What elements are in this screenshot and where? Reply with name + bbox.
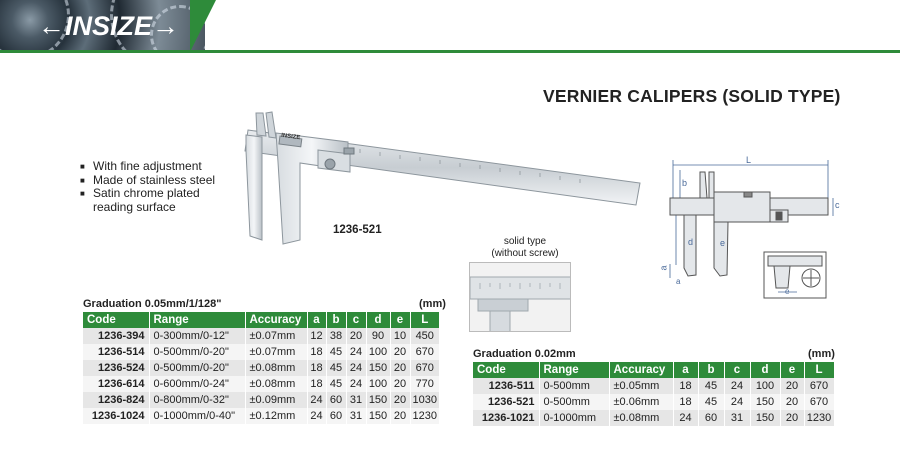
cell-code: 1236-394 <box>83 328 149 344</box>
cell-range: 0-800mm/0-32" <box>149 392 245 408</box>
cell-accuracy: ±0.05mm <box>609 378 673 394</box>
table-header-row <box>83 312 439 328</box>
table-row <box>473 410 834 426</box>
dim-label-a-bottom: a <box>676 277 681 286</box>
dim-label-c: c <box>835 200 840 210</box>
col-c: c <box>724 362 750 378</box>
feature-item: ■ With fine adjustment <box>80 159 202 173</box>
model-label: 1236-521 <box>333 224 382 236</box>
cell-a: 18 <box>673 378 698 394</box>
col-e: e <box>780 362 804 378</box>
cell-L: 1030 <box>410 392 439 408</box>
cell-b: 60 <box>698 410 724 426</box>
cell-a: 24 <box>307 408 326 424</box>
cell-code: 1236-524 <box>83 360 149 376</box>
cell-c: 31 <box>346 392 366 408</box>
cell-accuracy: ±0.08mm <box>245 376 307 392</box>
cell-b: 45 <box>326 376 346 392</box>
cell-d: 150 <box>366 360 390 376</box>
col-b: b <box>698 362 724 378</box>
cell-code: 1236-511 <box>473 378 539 394</box>
cell-range: 0-500mm/0-20" <box>149 344 245 360</box>
col-L: L <box>804 362 834 378</box>
cell-L: 1230 <box>804 410 834 426</box>
cell-b: 38 <box>326 328 346 344</box>
cell-a: 24 <box>307 392 326 408</box>
cell-e: 20 <box>390 344 410 360</box>
cell-d: 150 <box>366 392 390 408</box>
col-c: c <box>346 312 366 328</box>
cell-code: 1236-521 <box>473 394 539 410</box>
page-title: VERNIER CALIPERS (SOLID TYPE) <box>543 86 841 106</box>
col-accuracy: Accuracy <box>609 362 673 378</box>
table2-graduation: Graduation 0.02mm <box>473 348 576 360</box>
cell-accuracy: ±0.07mm <box>245 328 307 344</box>
spec-table-1 <box>83 312 440 424</box>
bullet-icon: ■ <box>80 189 85 198</box>
cell-accuracy: ±0.08mm <box>609 410 673 426</box>
cell-range: 0-1000mm <box>539 410 609 426</box>
cell-accuracy: ±0.06mm <box>609 394 673 410</box>
table-row <box>473 394 834 410</box>
cell-d: 150 <box>750 394 780 410</box>
cell-b: 45 <box>698 378 724 394</box>
cell-c: 24 <box>346 376 366 392</box>
cell-code: 1236-614 <box>83 376 149 392</box>
table1-graduation: Graduation 0.05mm/1/128" <box>83 298 222 310</box>
dim-label-e-inset: e <box>785 287 790 296</box>
cell-e: 10 <box>390 328 410 344</box>
cell-c: 24 <box>346 344 366 360</box>
cell-code: 1236-824 <box>83 392 149 408</box>
cell-e: 20 <box>780 394 804 410</box>
cell-range: 0-500mm/0-20" <box>149 360 245 376</box>
table-row <box>83 376 439 392</box>
feature-item: ■ Satin chrome plated reading surface <box>80 186 200 214</box>
col-accuracy: Accuracy <box>245 312 307 328</box>
bullet-icon: ■ <box>80 162 85 171</box>
table-row <box>83 344 439 360</box>
cell-code: 1236-1024 <box>83 408 149 424</box>
cell-c: 31 <box>724 410 750 426</box>
cell-c: 24 <box>346 360 366 376</box>
cell-L: 770 <box>410 376 439 392</box>
brand-logo: ←INSIZE→ <box>38 11 180 41</box>
cell-c: 24 <box>724 394 750 410</box>
col-b: b <box>326 312 346 328</box>
table-row <box>83 408 439 424</box>
cell-c: 31 <box>346 408 366 424</box>
cell-e: 20 <box>390 360 410 376</box>
cell-a: 18 <box>307 376 326 392</box>
cell-L: 1230 <box>410 408 439 424</box>
col-L: L <box>410 312 439 328</box>
col-e: e <box>390 312 410 328</box>
cell-e: 20 <box>390 376 410 392</box>
cell-accuracy: ±0.12mm <box>245 408 307 424</box>
cell-e: 20 <box>780 378 804 394</box>
cell-a: 24 <box>673 410 698 426</box>
table-row <box>473 378 834 394</box>
table-row <box>83 392 439 408</box>
col-a: a <box>307 312 326 328</box>
cell-e: 20 <box>780 410 804 426</box>
cell-b: 60 <box>326 392 346 408</box>
cell-accuracy: ±0.08mm <box>245 360 307 376</box>
cell-d: 100 <box>366 344 390 360</box>
table2-unit: (mm) <box>808 348 835 360</box>
cell-a: 12 <box>307 328 326 344</box>
table-header-row <box>473 362 834 378</box>
cell-b: 60 <box>326 408 346 424</box>
col-code: Code <box>473 362 539 378</box>
table1-unit: (mm) <box>419 298 446 310</box>
cell-b: 45 <box>698 394 724 410</box>
cell-d: 90 <box>366 328 390 344</box>
cell-e: 20 <box>390 392 410 408</box>
cell-range: 0-300mm/0-12" <box>149 328 245 344</box>
spec-table-2 <box>473 362 835 426</box>
col-code: Code <box>83 312 149 328</box>
cell-range: 0-500mm <box>539 394 609 410</box>
dim-label-a: a <box>658 265 669 271</box>
cell-d: 150 <box>366 408 390 424</box>
cell-range: 0-600mm/0-24" <box>149 376 245 392</box>
cell-a: 18 <box>307 344 326 360</box>
cell-accuracy: ±0.09mm <box>245 392 307 408</box>
col-range: Range <box>539 362 609 378</box>
cell-code: 1236-514 <box>83 344 149 360</box>
bullet-icon: ■ <box>80 175 85 185</box>
cell-accuracy: ±0.07mm <box>245 344 307 360</box>
dim-label-b: b <box>682 178 688 188</box>
table-row <box>83 360 439 376</box>
cell-b: 45 <box>326 360 346 376</box>
table-row <box>83 328 439 344</box>
cell-d: 100 <box>366 376 390 392</box>
cell-L: 670 <box>410 360 439 376</box>
dim-label-L: L <box>746 155 752 165</box>
cell-e: 20 <box>390 408 410 424</box>
cell-d: 100 <box>750 378 780 394</box>
cell-range: 0-1000mm/0-40" <box>149 408 245 424</box>
col-a: a <box>673 362 698 378</box>
caliper-brand-mark: INSIZE <box>280 132 301 142</box>
cell-c: 24 <box>724 378 750 394</box>
cell-a: 18 <box>307 360 326 376</box>
cell-d: 150 <box>750 410 780 426</box>
dim-label-e: e <box>720 238 726 248</box>
cell-code: 1236-1021 <box>473 410 539 426</box>
cell-c: 20 <box>346 328 366 344</box>
cell-L: 670 <box>410 344 439 360</box>
col-range: Range <box>149 312 245 328</box>
dim-label-d: d <box>688 237 694 247</box>
col-d: d <box>366 312 390 328</box>
cell-b: 45 <box>326 344 346 360</box>
col-d: d <box>750 362 780 378</box>
feature-item: ■ Made of stainless steel <box>80 172 216 187</box>
solid-type-caption: solid type (without screw) <box>491 236 559 259</box>
cell-L: 450 <box>410 328 439 344</box>
cell-range: 0-500mm <box>539 378 609 394</box>
cell-a: 18 <box>673 394 698 410</box>
cell-L: 670 <box>804 394 834 410</box>
cell-L: 670 <box>804 378 834 394</box>
